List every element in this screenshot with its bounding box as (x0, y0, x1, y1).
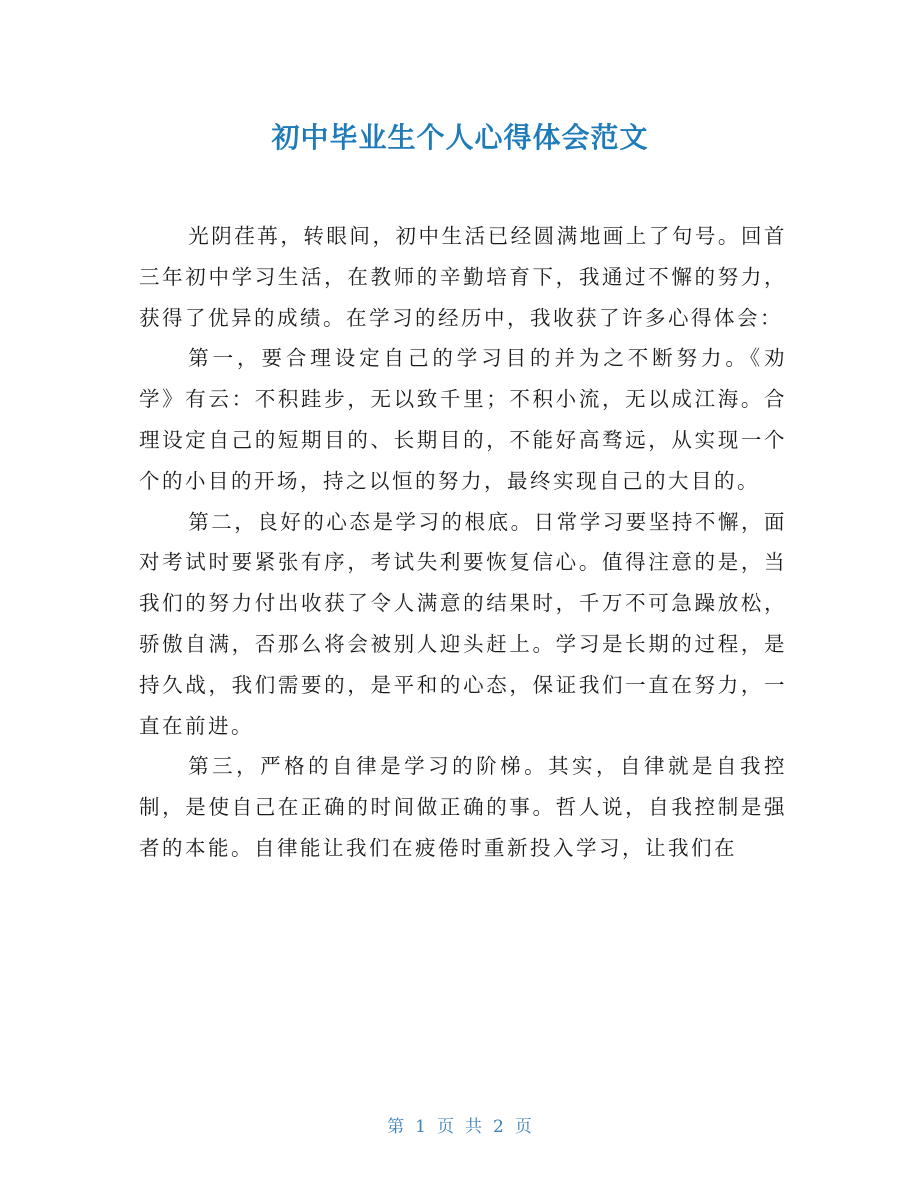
page-footer (0, 1112, 920, 1137)
footer-page-word: 第 (387, 1117, 406, 1137)
paragraph-second: 第二，良好的心态是学习的根底。日常学习要坚持不懈，面对考试时要紧张有序，考试失利要恢复信心。值得注意的是，当我们的努力付出收获了令人满意的结果时，千万不可急躁放松，骄傲自满，否那么将会被别人迎头赶上。学习是长期的过程，是持久战，我们需要的，是平和的心态，保证我们一直在努力，一直在前进。 (139, 509, 787, 738)
document-title: 初中毕业生个人心得体会范文 (271, 121, 649, 154)
paragraph-first: 第一，要合理设定自己的学习目的并为之不断努力。《劝学》有云：不积跬步，无以致千里；不积小流，无以成江海。合理设定自己的短期目的、长期目的，不能好高骛远，从实现一个个的小目的开场，持之以恒的努力，最终实现自己的大目的。 (139, 346, 787, 493)
paragraph-third: 第三，严格的自律是学习的阶梯。其实，自律就是自我控制，是使自己在正确的时间做正确的事。哲人说，自我控制是强者的本能。自律能让我们在疲倦时重新投入学习，让我们在 (139, 754, 787, 860)
footer-page-unit: 页 (437, 1117, 455, 1137)
footer-total-pages: 2 (493, 1117, 505, 1137)
document-body (139, 216, 787, 869)
footer-total-word: 共 (465, 1117, 483, 1137)
footer-current-page: 1 (415, 1117, 427, 1137)
footer-total-unit: 页 (514, 1117, 533, 1137)
paragraph-intro: 光阴荏苒，转眼间，初中生活已经圆满地画上了句号。回首三年初中学习生活，在教师的辛勤培育下，我通过不懈的努力，获得了优异的成绩。在学习的经历中，我收获了许多心得体会： (139, 224, 787, 330)
